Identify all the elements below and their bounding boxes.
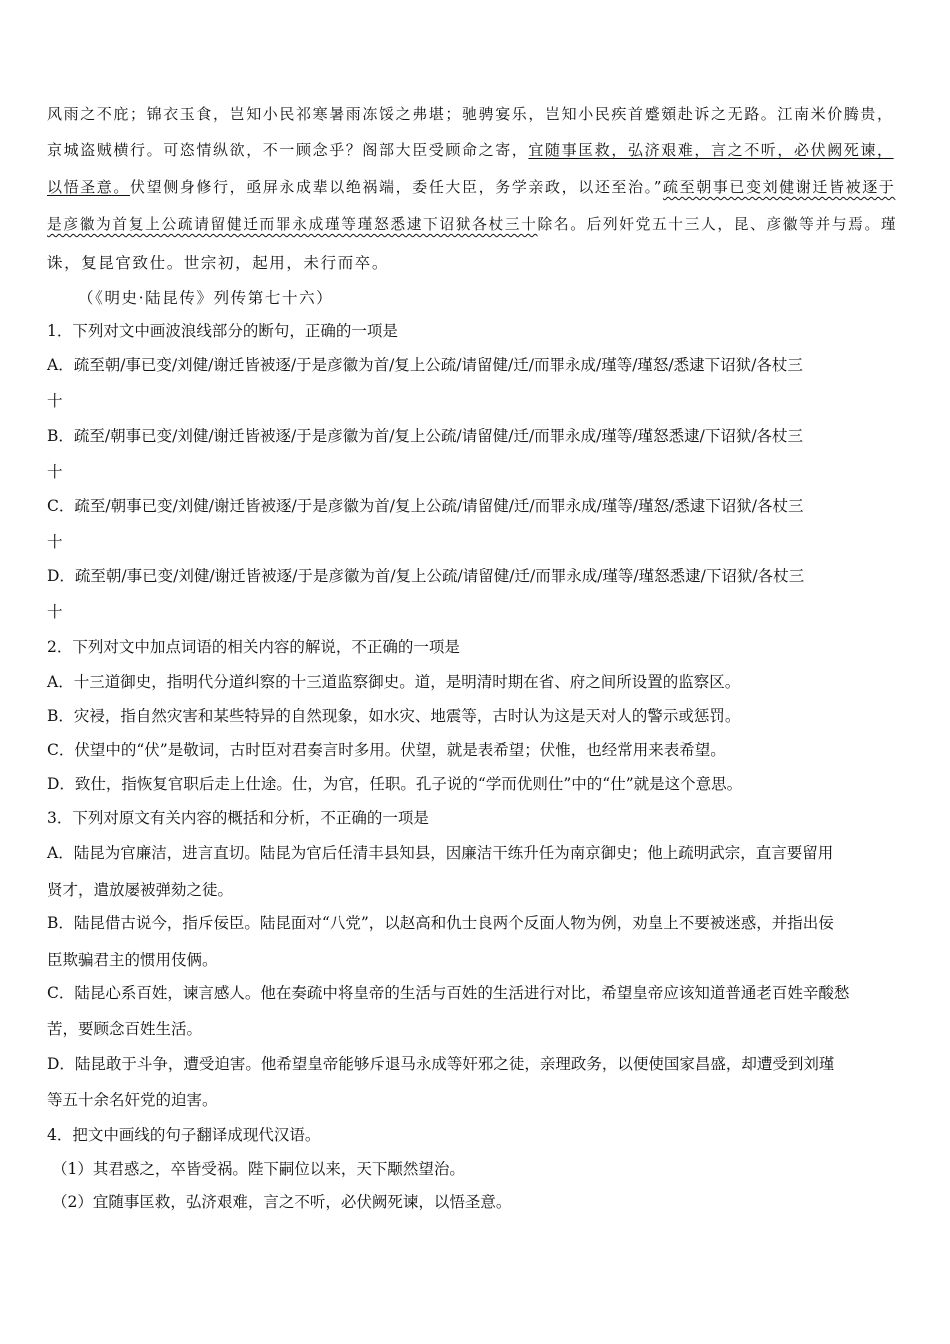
- question-4-stem: 4．把文中画线的句子翻译成现代汉语。: [47, 1126, 321, 1144]
- q3-option-a: A．陆昆为官廉洁，进言直切。陆昆为官后任清丰县知县，因廉洁干练升任为南京御史；他上疏明武宗，直言要留用: [47, 844, 834, 862]
- passage-source: （《明史·陆昆传》列传第七十六）: [78, 289, 334, 307]
- q3-option-b: B．陆昆借古说今，指斥佞臣。陆昆面对“八党”，以赵高和仇士良两个反面人物为例，劝皇上不要被迷惑，并指出佞: [47, 914, 834, 932]
- q3-option-b-cont: 臣欺骗君主的惯用伎俩。: [47, 951, 218, 969]
- q3-option-c: C．陆昆心系百姓，谏言感人。他在奏疏中将皇帝的生活与百姓的生活进行对比，希望皇帝应该知道普通老百姓辛酸愁: [47, 984, 850, 1002]
- passage-text: 京城盗贼横行。可恣情纵欲，不一顾念乎？阁部大臣受顾命之寄，: [47, 141, 529, 159]
- passage-line-4: [47, 215, 897, 235]
- passage-text: 伏望侧身修行，亟屏永成辈以绝祸端，委任大臣，务学亲政，以还至治。”: [130, 178, 663, 196]
- question-1-stem: 1．下列对文中画波浪线部分的断句，正确的一项是: [47, 322, 398, 340]
- q1-option-a-cont: 十: [47, 392, 63, 410]
- q1-option-c-cont: 十: [47, 533, 63, 551]
- q4-sentence-1: （1）其君惑之，卒皆受祸。陛下嗣位以来，天下颙然望治。: [52, 1160, 465, 1178]
- wavy-underlined-text: 疏至朝事已变刘健谢迁皆被逐于: [663, 178, 896, 196]
- q2-option-a: A．十三道御史，指明代分道纠察的十三道监察御史。道，是明清时期在省、府之间所设置的监察区。: [47, 673, 741, 691]
- q2-option-c: C．伏望中的“伏”是敬词，古时臣对君奏言时多用。伏望，就是表希望；伏惟，也经常用来表希望。: [47, 741, 726, 759]
- q1-option-d-cont: 十: [47, 603, 63, 621]
- passage-line-2: [47, 140, 894, 160]
- q1-option-d: D．疏至朝/事已变/刘健/谢迁皆被逐/于是彦徽为首/复上公疏/请留健/迁/而罪永成/瑾等/瑾怒悉逮/下诏狱/各杖三: [47, 567, 805, 585]
- q3-option-c-cont: 苦，要顾念百姓生活。: [47, 1020, 203, 1038]
- underlined-sentence-end: 以悟圣意。: [47, 178, 131, 196]
- q1-option-c: C．疏至/朝事已变/刘健/谢迁皆被逐/于是彦徽为首/复上公疏/请留健/迁/而罪永成/瑾等/瑾怒/悉逮下诏狱/各杖三: [47, 497, 804, 515]
- passage-line-1: 风雨之不庇；锦衣玉食，岂知小民祁寒暑雨冻馁之弗堪；驰骋宴乐，岂知小民疾首蹙頞赴诉之无路。江南米价腾贵，: [47, 105, 894, 123]
- q2-option-b: B．灾祲，指自然灾害和某些特异的自然现象，如水灾、地震等，古时认为这是天对人的警示或惩罚。: [47, 707, 741, 725]
- q1-option-b-cont: 十: [47, 463, 63, 481]
- q4-sentence-2: （2）宜随事匡救，弘济艰难，言之不听，必伏阙死谏，以悟圣意。: [52, 1193, 512, 1211]
- wavy-underlined-text: 是彦徽为首复上公疏请留健迁而罪永成瑾等瑾怒悉逮下诏狱各杖三十: [47, 216, 538, 233]
- q1-option-a: A．疏至朝/事已变/刘健/谢迁皆被逐/于是彦徽为首/复上公疏/请留健/迁/而罪永成/瑾等/瑾怒/悉逮下诏狱/各杖三: [47, 356, 803, 374]
- passage-line-5: 诛，复昆官致仕。世宗初，起用，未行而卒。: [47, 254, 390, 272]
- question-2-stem: 2．下列对文中加点词语的相关内容的解说，不正确的一项是: [47, 638, 460, 656]
- q3-option-d-cont: 等五十余名奸党的迫害。: [47, 1091, 218, 1109]
- q3-option-d: D．陆昆敢于斗争，遭受迫害。他希望皇帝能够斥退马永成等奸邪之徒，亲理政务，以便使国家昌盛，却遭受到刘瑾: [47, 1055, 835, 1073]
- question-3-stem: 3．下列对原文有关内容的概括和分析，不正确的一项是: [47, 809, 429, 827]
- passage-text: 除名。后列奸党五十三人，昆、彦徽等并与焉。瑾: [537, 216, 898, 233]
- q2-option-d: D．致仕，指恢复官职后走上仕途。仕，为官，任职。孔子说的“学而优则仕”中的“仕”就是这个意思。: [47, 775, 743, 793]
- q1-option-b: B．疏至/朝事已变/刘健/谢迁皆被逐/于是彦徽为首/复上公疏/请留健/迁/而罪永成/瑾等/瑾怒悉逮/下诏狱/各杖三: [47, 427, 804, 445]
- q3-option-a-cont: 贤才，遣放屡被弹劾之徒。: [47, 881, 234, 899]
- underlined-sentence: 宜随事匡救，弘济艰难，言之不听，必伏阙死谏，: [528, 141, 894, 159]
- passage-line-3: [47, 177, 895, 197]
